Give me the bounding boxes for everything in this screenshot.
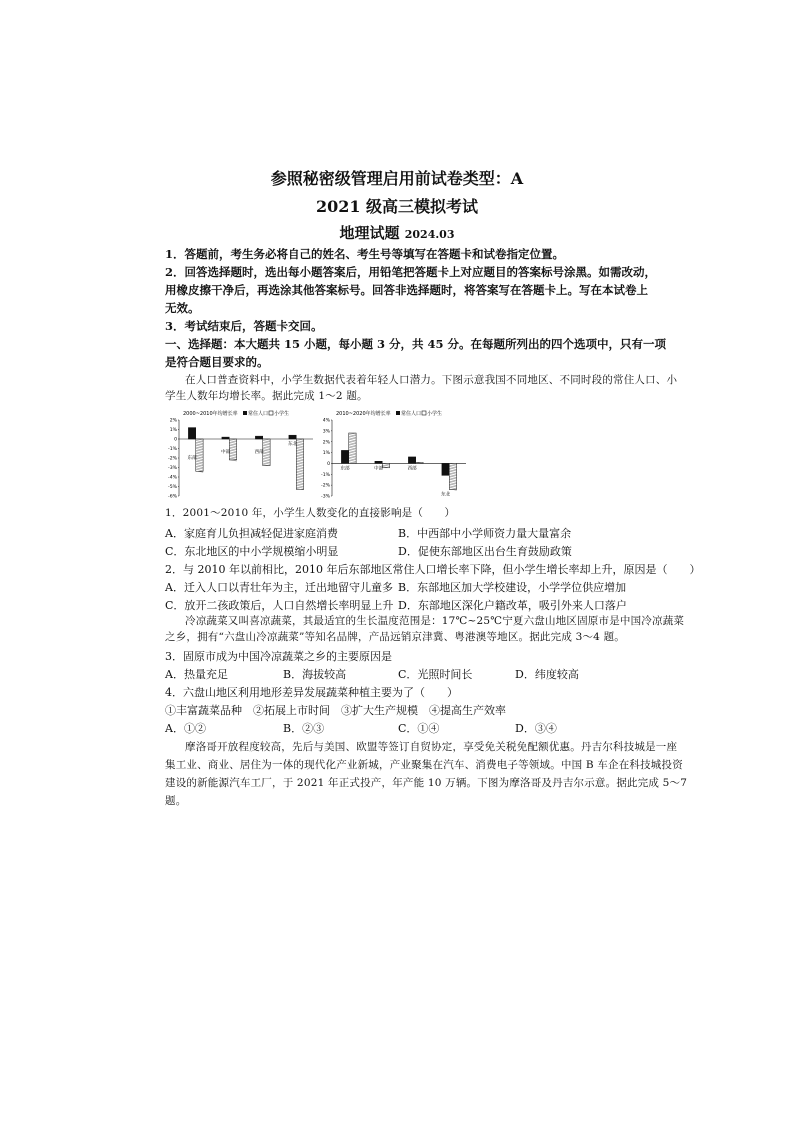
intro-text-2: 冷凉蔬菜又叫喜凉蔬菜，其最适宜的生长温度范围是：17℃~25℃宁夏六盘山地区固原市是中国冷凉蔬菜 — [185, 615, 685, 627]
chart1-ytick: -6% — [168, 494, 177, 500]
chart1-category-label: 西部 — [254, 450, 264, 455]
chart-2010-2020 — [318, 408, 468, 503]
q4-items: ①丰富蔬菜品种 ②拓展上市时间 ③扩大生产规模 ④提高生产效率 — [165, 704, 506, 717]
q2-option-d: D．东部地区深化户籍改革，吸引外来人口落户 — [398, 599, 627, 612]
q3-option-c: C．光照时间长 — [398, 668, 473, 681]
q3-option-a: A．热量充足 — [165, 668, 228, 681]
chart2-category-label: 东部 — [340, 466, 350, 472]
intro-text-1-cont: 学生人数年均增长率。据此完成 1～2 题。 — [165, 390, 368, 402]
subject-title — [0, 222, 794, 243]
secret-header: 参照秘密级管理启用前试卷类型：A — [270, 169, 524, 188]
instruction-3: 3．考试结束后，答题卡交回。 — [165, 319, 323, 333]
chart1-ytick: -5% — [168, 485, 177, 491]
q1-option-d: D．促使东部地区出台生育鼓励政策 — [398, 545, 572, 558]
q1-option-b: B．中西部中小学师资力量大量富余 — [398, 527, 572, 540]
chart2-legend-swatch-student — [422, 411, 426, 415]
chart1-ytick: 2% — [169, 418, 177, 424]
chart1-legend-swatch-pop — [243, 411, 247, 415]
section-heading: 一、选择题：本大题共 15 小题，每小题 3 分，共 45 分。在每题所列出的四个选项中，只有一项 — [165, 337, 667, 351]
chart1-category-label: 东北 — [287, 442, 298, 447]
chart-2000-2010 — [165, 408, 315, 503]
q4-option-b: B．②③ — [283, 722, 325, 735]
chart2-legend-swatch-pop — [396, 411, 400, 415]
chart1-bar-pop — [289, 435, 296, 439]
chart1-bar-pop — [255, 436, 262, 439]
chart2-ytick: 3% — [322, 429, 330, 435]
chart1-ytick: 1% — [169, 428, 177, 434]
q1-option-a: A．家庭育儿负担减轻促进家庭消费 — [165, 527, 338, 540]
chart1-title: 2000~2010年均增长率 — [183, 411, 238, 417]
q4-option-a: A．①② — [165, 722, 206, 735]
chart1-bar-pop — [188, 428, 195, 439]
exam-date: 2024.03 — [404, 228, 455, 241]
chart2-bar-pop — [408, 457, 415, 464]
chart2-title: 2010~2020年均增长率 — [336, 411, 391, 417]
chart2-ytick: 1% — [322, 451, 330, 457]
intro-text-3: 摩洛哥开放程度较高，先后与美国、欧盟等签订自贸协定，享受免关税免配额优惠。丹吉尔科技城是一座 — [185, 741, 678, 753]
chart2-legend-pop: 常住人口 — [401, 411, 422, 417]
chart1-ytick: -2% — [168, 456, 177, 462]
chart2-ytick: -3% — [321, 494, 330, 500]
instruction-1: 1．答题前，考生务必将自己的姓名、考生号等填写在答题卡和试卷指定位置。 — [165, 247, 564, 261]
intro-text-2-cont: 之乡，拥有“六盘山冷凉蔬菜”等知名品牌，产品远销京津冀、粤港澳等地区。据此完成 3～4 题。 — [165, 631, 625, 643]
section-heading-cont: 是符合题目要求的。 — [165, 355, 269, 369]
instruction-2-end: 无效。 — [165, 301, 200, 315]
q4-stem: 4．六盘山地区利用地形差异发展蔬菜种植主要为了（ ） — [165, 686, 458, 699]
chart2-bar-pop — [375, 461, 382, 463]
chart1-category-label: 东部 — [187, 456, 197, 461]
q3-option-b: B．海拔较高 — [283, 668, 347, 681]
intro-text-3-cont2: 建设的新能源汽车工厂，于 2021 年正式投产，年产能 10 万辆。下图为摩洛哥及丹吉尔示意。据此完成 5～7 — [165, 777, 688, 789]
exam-title: 2021 级高三模拟考试 — [315, 197, 479, 216]
chart2-ytick: 4% — [322, 418, 330, 424]
chart1-ytick: -3% — [168, 466, 177, 472]
intro-text-1: 在人口普查资料中，小学生数据代表着年轻人口潜力。下图示意我国不同地区、不同时段的常住人口、小 — [185, 374, 678, 386]
intro-text-3-cont3: 题。 — [165, 795, 187, 807]
q1-stem: 1．2001～2010 年，小学生人数变化的直接影响是（ ） — [165, 507, 456, 519]
chart2-ytick: 0 — [327, 462, 330, 468]
q4-option-d: D．③④ — [515, 722, 557, 735]
chart2-legend-student: 小学生 — [427, 411, 443, 417]
q1-option-c: C．东北地区的中小学规模缩小明显 — [165, 545, 339, 558]
chart1-legend-student: 小学生 — [274, 411, 290, 417]
chart2-ytick: -2% — [321, 483, 330, 489]
chart1-category-label: 中部 — [220, 450, 231, 455]
chart1-legend-pop: 常住人口 — [248, 411, 269, 417]
chart2-category-label: 东北 — [440, 492, 451, 498]
chart2-category-label: 西部 — [407, 466, 417, 472]
chart1-ytick: 0 — [174, 437, 177, 443]
intro-text-3-cont1: 集工业、商业、居住为一体的现代化产业新城，产业聚集在汽车、消费电子等领域。中国 B 车企在科技城投资 — [165, 759, 683, 771]
chart2-bar-pop — [341, 450, 348, 463]
chart1-bar-pop — [222, 437, 229, 439]
q3-option-d: D．纬度较高 — [515, 668, 579, 681]
subject-name: 地理试题 — [339, 224, 400, 242]
instruction-2-cont: 用橡皮擦干净后，再选涂其他答案标号。回答非选择题时，将答案写在答题卡上。写在本试卷上 — [165, 283, 648, 297]
q2-option-b: B．东部地区加大学校建设，小学学位供应增加 — [398, 581, 627, 594]
chart2-category-label: 中部 — [373, 466, 384, 472]
q4-option-c: C．①④ — [398, 722, 440, 735]
instruction-2: 2．回答选择题时，选出每小题答案后，用铅笔把答题卡上对应题目的答案标号涂黑。如需改动， — [165, 265, 656, 279]
q2-option-a: A．迁入人口以青壮年为主，迁出地留守儿童多 — [165, 581, 393, 594]
chart2-bar-pop — [442, 463, 449, 475]
q3-stem: 3．固原市成为中国冷凉蔬菜之乡的主要原因是 — [165, 650, 392, 663]
chart1-ytick: -1% — [168, 447, 177, 453]
chart1-ytick: -4% — [168, 475, 177, 481]
q2-stem: 2．与 2010 年以前相比，2010 年后东部地区常住人口增长率下降，但小学生增长率却上升，原因是（ ） — [165, 563, 701, 576]
chart1-legend-swatch-student — [269, 411, 273, 415]
q2-option-c: C．放开二孩政策后，人口自然增长率明显上升 — [165, 599, 394, 612]
chart2-ytick: -1% — [321, 472, 330, 478]
chart2-ytick: 2% — [322, 440, 330, 446]
